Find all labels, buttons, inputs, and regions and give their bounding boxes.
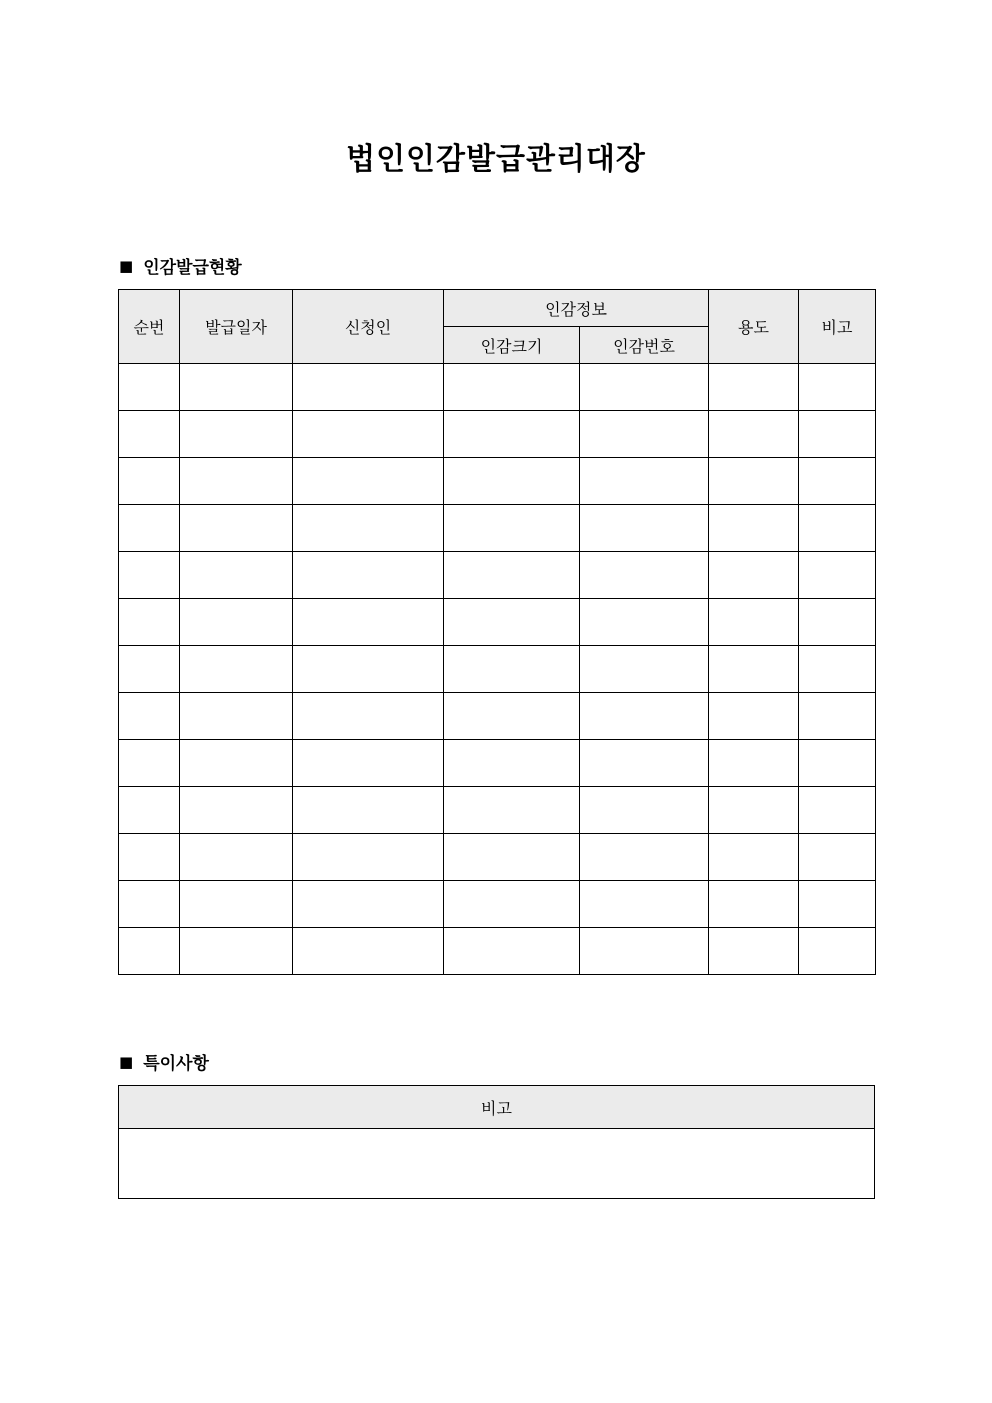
table-row: [119, 693, 876, 740]
cell-seq[interactable]: [119, 834, 180, 881]
cell-issue-date[interactable]: [180, 928, 293, 975]
cell-applicant[interactable]: [293, 364, 444, 411]
cell-applicant[interactable]: [293, 740, 444, 787]
seal-issue-table: [118, 289, 876, 975]
section-heading-label: 인감발급현황: [143, 258, 242, 278]
cell-purpose[interactable]: [709, 646, 799, 693]
cell-remarks[interactable]: [799, 599, 876, 646]
table-row: [119, 787, 876, 834]
column-header-seq: 순번: [119, 290, 180, 364]
cell-purpose[interactable]: [709, 740, 799, 787]
cell-seq[interactable]: [119, 364, 180, 411]
cell-seal-number[interactable]: [580, 740, 709, 787]
document-title: 법인인감발급관리대장: [346, 142, 646, 177]
notes-content-cell[interactable]: [119, 1129, 875, 1199]
cell-seal-number[interactable]: [580, 834, 709, 881]
square-bullet-icon: ■: [119, 256, 134, 275]
special-notes-table: [118, 1085, 875, 1199]
cell-issue-date[interactable]: [180, 364, 293, 411]
cell-purpose[interactable]: [709, 552, 799, 599]
cell-purpose[interactable]: [709, 364, 799, 411]
cell-seal-size[interactable]: [444, 787, 580, 834]
cell-remarks[interactable]: [799, 928, 876, 975]
cell-applicant[interactable]: [293, 646, 444, 693]
cell-issue-date[interactable]: [180, 458, 293, 505]
cell-seal-size[interactable]: [444, 411, 580, 458]
table-row: [119, 599, 876, 646]
table-row: [119, 928, 876, 975]
cell-issue-date[interactable]: [180, 411, 293, 458]
cell-remarks[interactable]: [799, 646, 876, 693]
table-row: [119, 505, 876, 552]
cell-issue-date[interactable]: [180, 552, 293, 599]
cell-remarks[interactable]: [799, 505, 876, 552]
notes-header-remarks: 비고: [119, 1086, 875, 1129]
cell-issue-date[interactable]: [180, 834, 293, 881]
cell-purpose[interactable]: [709, 834, 799, 881]
table-row: [119, 646, 876, 693]
cell-applicant[interactable]: [293, 928, 444, 975]
column-header-purpose: 용도: [709, 290, 799, 364]
cell-remarks[interactable]: [799, 693, 876, 740]
cell-seal-size[interactable]: [444, 834, 580, 881]
cell-issue-date[interactable]: [180, 505, 293, 552]
cell-issue-date[interactable]: [180, 787, 293, 834]
cell-purpose[interactable]: [709, 599, 799, 646]
cell-seal-number[interactable]: [580, 364, 709, 411]
cell-applicant[interactable]: [293, 693, 444, 740]
cell-remarks[interactable]: [799, 458, 876, 505]
cell-issue-date[interactable]: [180, 646, 293, 693]
cell-seq[interactable]: [119, 928, 180, 975]
cell-seal-number[interactable]: [580, 787, 709, 834]
cell-seal-size[interactable]: [444, 364, 580, 411]
section-heading-label: 특이사항: [143, 1054, 209, 1074]
cell-issue-date[interactable]: [180, 599, 293, 646]
cell-seal-number[interactable]: [580, 928, 709, 975]
cell-seq[interactable]: [119, 646, 180, 693]
cell-applicant[interactable]: [293, 599, 444, 646]
cell-seq[interactable]: [119, 458, 180, 505]
cell-remarks[interactable]: [799, 787, 876, 834]
cell-seal-number[interactable]: [580, 646, 709, 693]
cell-remarks[interactable]: [799, 740, 876, 787]
cell-purpose[interactable]: [709, 458, 799, 505]
cell-seq[interactable]: [119, 740, 180, 787]
cell-seq[interactable]: [119, 787, 180, 834]
seal-issue-table-body: [119, 364, 876, 975]
table-row: [119, 881, 876, 928]
cell-seal-number[interactable]: [580, 552, 709, 599]
cell-seal-size[interactable]: [444, 646, 580, 693]
cell-purpose[interactable]: [709, 693, 799, 740]
section-heading-issue-status: [119, 253, 242, 278]
cell-seq[interactable]: [119, 599, 180, 646]
cell-remarks[interactable]: [799, 411, 876, 458]
cell-seal-number[interactable]: [580, 881, 709, 928]
column-header-remarks: 비고: [799, 290, 876, 364]
cell-seq[interactable]: [119, 505, 180, 552]
cell-seal-size[interactable]: [444, 458, 580, 505]
cell-seal-size[interactable]: [444, 599, 580, 646]
cell-seal-number[interactable]: [580, 693, 709, 740]
section-heading-special-notes: [119, 1049, 209, 1074]
cell-issue-date[interactable]: [180, 740, 293, 787]
column-header-applicant: 신청인: [293, 290, 444, 364]
square-bullet-icon: ■: [119, 1052, 134, 1071]
cell-seq[interactable]: [119, 881, 180, 928]
cell-seal-size[interactable]: [444, 693, 580, 740]
cell-purpose[interactable]: [709, 928, 799, 975]
cell-seq[interactable]: [119, 552, 180, 599]
cell-purpose[interactable]: [709, 787, 799, 834]
cell-purpose[interactable]: [709, 411, 799, 458]
cell-remarks[interactable]: [799, 834, 876, 881]
cell-seal-number[interactable]: [580, 411, 709, 458]
cell-applicant[interactable]: [293, 505, 444, 552]
cell-seal-size[interactable]: [444, 552, 580, 599]
table-row: [119, 834, 876, 881]
table-row: [119, 552, 876, 599]
cell-seal-number[interactable]: [580, 599, 709, 646]
cell-applicant[interactable]: [293, 787, 444, 834]
cell-remarks[interactable]: [799, 364, 876, 411]
cell-seal-size[interactable]: [444, 928, 580, 975]
cell-issue-date[interactable]: [180, 881, 293, 928]
table-row: [119, 364, 876, 411]
cell-seal-size[interactable]: [444, 740, 580, 787]
cell-issue-date[interactable]: [180, 693, 293, 740]
cell-seal-size[interactable]: [444, 505, 580, 552]
column-header-issue-date: 발급일자: [180, 290, 293, 364]
cell-applicant[interactable]: [293, 881, 444, 928]
cell-seal-size[interactable]: [444, 881, 580, 928]
cell-applicant[interactable]: [293, 458, 444, 505]
cell-applicant[interactable]: [293, 552, 444, 599]
cell-seq[interactable]: [119, 411, 180, 458]
table-row: [119, 740, 876, 787]
cell-purpose[interactable]: [709, 505, 799, 552]
column-header-seal-size: 인감크기: [444, 327, 580, 364]
cell-seal-number[interactable]: [580, 458, 709, 505]
cell-purpose[interactable]: [709, 881, 799, 928]
table-row: [119, 411, 876, 458]
cell-seq[interactable]: [119, 693, 180, 740]
column-header-seal-number: 인감번호: [580, 327, 709, 364]
cell-seal-number[interactable]: [580, 505, 709, 552]
cell-remarks[interactable]: [799, 881, 876, 928]
column-header-seal-info: 인감정보: [444, 290, 709, 327]
table-row: [119, 458, 876, 505]
cell-remarks[interactable]: [799, 552, 876, 599]
cell-applicant[interactable]: [293, 411, 444, 458]
cell-applicant[interactable]: [293, 834, 444, 881]
